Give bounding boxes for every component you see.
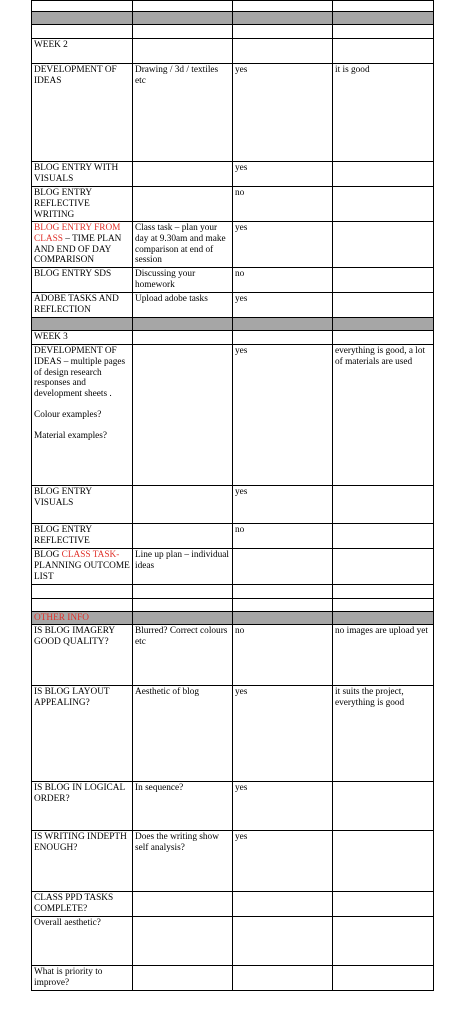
task-cell: ADOBE TASKS AND REFLECTION bbox=[32, 293, 133, 318]
detail-cell bbox=[133, 345, 233, 486]
task-cell: BLOG ENTRY REFLECTIVE bbox=[32, 524, 133, 549]
done-cell: yes bbox=[233, 486, 333, 524]
detail-cell bbox=[133, 966, 233, 991]
divider-cell bbox=[133, 12, 233, 25]
divider-cell bbox=[133, 318, 233, 331]
divider-cell bbox=[32, 318, 133, 331]
done-cell: no bbox=[233, 524, 333, 549]
done-cell: no bbox=[233, 187, 333, 222]
task-cell: IS BLOG IMAGERY GOOD QUALITY? bbox=[32, 625, 133, 686]
comment-cell bbox=[333, 782, 434, 831]
divider-cell bbox=[32, 12, 133, 25]
table-row bbox=[32, 1, 434, 12]
task-cell bbox=[32, 222, 133, 268]
done-cell: yes bbox=[233, 831, 333, 892]
table-row bbox=[32, 917, 434, 966]
section-divider bbox=[32, 318, 434, 331]
task-cell: BLOG ENTRY VISUALS bbox=[32, 486, 133, 524]
divider-cell bbox=[233, 12, 333, 25]
week-heading: WEEK 3 bbox=[32, 331, 133, 345]
table-row bbox=[32, 892, 434, 917]
detail-cell: Drawing / 3d / textiles etc bbox=[133, 64, 233, 162]
class-task-highlight: BLOG ENTRY FROM CLASS bbox=[34, 223, 121, 244]
other-info-heading: OTHER INFO bbox=[32, 612, 133, 625]
table-cell bbox=[233, 599, 333, 612]
blog-checklist-table bbox=[31, 0, 434, 991]
divider-cell bbox=[333, 612, 434, 625]
detail-cell bbox=[133, 917, 233, 966]
table-cell bbox=[32, 599, 133, 612]
table-cell bbox=[233, 25, 333, 39]
done-cell: no bbox=[233, 625, 333, 686]
comment-cell bbox=[333, 524, 434, 549]
section-divider bbox=[32, 612, 434, 625]
comment-cell bbox=[333, 293, 434, 318]
task-cell: IS BLOG LAYOUT APPEALING? bbox=[32, 686, 133, 782]
task-cell: BLOG ENTRY WITH VISUALS bbox=[32, 162, 133, 187]
table-row bbox=[32, 345, 434, 486]
done-cell bbox=[233, 966, 333, 991]
detail-cell: Does the writing show self analysis? bbox=[133, 831, 233, 892]
table-cell bbox=[333, 331, 434, 345]
detail-cell: Blurred? Correct colours etc bbox=[133, 625, 233, 686]
table-cell bbox=[333, 1, 434, 12]
comment-cell bbox=[333, 187, 434, 222]
done-cell: yes bbox=[233, 162, 333, 187]
comment-cell: no images are upload yet bbox=[333, 625, 434, 686]
detail-cell bbox=[133, 524, 233, 549]
detail-cell bbox=[133, 162, 233, 187]
detail-cell: Aesthetic of blog bbox=[133, 686, 233, 782]
detail-cell bbox=[133, 187, 233, 222]
table-cell bbox=[133, 599, 233, 612]
task-cell: BLOG ENTRY SDS bbox=[32, 268, 133, 293]
table-row bbox=[32, 268, 434, 293]
task-text: – TIME PLAN AND END OF DAY COMPARISON bbox=[34, 233, 122, 266]
done-cell bbox=[233, 917, 333, 966]
task-cell: DEVELOPMENT OF IDEAS bbox=[32, 64, 133, 162]
comment-cell bbox=[333, 222, 434, 268]
week-heading-row bbox=[32, 331, 434, 345]
task-text: PLANNING OUTCOME LIST bbox=[34, 560, 130, 582]
task-cell: IS WRITING INDEPTH ENOUGH? bbox=[32, 831, 133, 892]
comment-cell bbox=[333, 486, 434, 524]
table-row bbox=[32, 831, 434, 892]
table-row bbox=[32, 64, 434, 162]
detail-cell: In sequence? bbox=[133, 782, 233, 831]
table-cell bbox=[233, 39, 333, 64]
table-cell bbox=[133, 39, 233, 64]
table-cell bbox=[133, 585, 233, 599]
week-heading-row bbox=[32, 39, 434, 64]
detail-cell bbox=[133, 486, 233, 524]
table-cell bbox=[333, 39, 434, 64]
detail-cell: Discussing your homework bbox=[133, 268, 233, 293]
comment-cell bbox=[333, 892, 434, 917]
done-cell: yes bbox=[233, 782, 333, 831]
comment-cell bbox=[333, 549, 434, 585]
table-cell bbox=[32, 585, 133, 599]
task-cell: BLOG ENTRY REFLECTIVE WRITING bbox=[32, 187, 133, 222]
task-cell: IS BLOG IN LOGICAL ORDER? bbox=[32, 782, 133, 831]
detail-cell: Upload adobe tasks bbox=[133, 293, 233, 318]
done-cell: yes bbox=[233, 293, 333, 318]
table-row bbox=[32, 524, 434, 549]
table-row bbox=[32, 549, 434, 585]
divider-cell bbox=[233, 318, 333, 331]
done-cell: yes bbox=[233, 345, 333, 486]
table-row bbox=[32, 585, 434, 599]
comment-cell bbox=[333, 966, 434, 991]
table-cell bbox=[133, 1, 233, 12]
table-cell bbox=[233, 585, 333, 599]
table-row bbox=[32, 625, 434, 686]
comment-cell: everything is good, a lot of materials are used bbox=[333, 345, 434, 486]
table-row bbox=[32, 187, 434, 222]
table-row bbox=[32, 782, 434, 831]
section-divider bbox=[32, 12, 434, 25]
table-cell bbox=[333, 585, 434, 599]
task-cell bbox=[32, 345, 133, 486]
done-cell: no bbox=[233, 268, 333, 293]
table-row bbox=[32, 966, 434, 991]
table-cell bbox=[32, 1, 133, 12]
table-row bbox=[32, 25, 434, 39]
done-cell: yes bbox=[233, 222, 333, 268]
table-row bbox=[32, 686, 434, 782]
table-cell bbox=[233, 1, 333, 12]
table-cell bbox=[133, 25, 233, 39]
table-row bbox=[32, 293, 434, 318]
task-cell bbox=[32, 549, 133, 585]
done-cell: yes bbox=[233, 686, 333, 782]
table-cell bbox=[32, 25, 133, 39]
comment-cell: it is good bbox=[333, 64, 434, 162]
table-row bbox=[32, 162, 434, 187]
comment-cell: it suits the project, everything is good bbox=[333, 686, 434, 782]
table-cell bbox=[233, 331, 333, 345]
class-task-highlight: CLASS TASK- bbox=[61, 550, 120, 560]
note-colour: Colour examples? bbox=[34, 409, 102, 420]
done-cell bbox=[233, 549, 333, 585]
table-cell bbox=[333, 599, 434, 612]
table-cell bbox=[333, 25, 434, 39]
divider-cell bbox=[233, 612, 333, 625]
done-cell bbox=[233, 892, 333, 917]
comment-cell bbox=[333, 268, 434, 293]
task-cell: CLASS PPD TASKS COMPLETE? bbox=[32, 892, 133, 917]
detail-cell: Class task – plan your day at 9.30am and make comparison at end of session bbox=[133, 222, 233, 268]
divider-cell bbox=[133, 612, 233, 625]
note-material: Material examples? bbox=[34, 430, 108, 441]
task-cell: What is priority to improve? bbox=[32, 966, 133, 991]
comment-cell bbox=[333, 162, 434, 187]
done-cell: yes bbox=[233, 64, 333, 162]
divider-cell bbox=[333, 12, 434, 25]
detail-cell bbox=[133, 892, 233, 917]
comment-cell bbox=[333, 917, 434, 966]
table-row bbox=[32, 486, 434, 524]
task-cell: Overall aesthetic? bbox=[32, 917, 133, 966]
table-row bbox=[32, 222, 434, 268]
comment-cell bbox=[333, 831, 434, 892]
divider-cell bbox=[333, 318, 434, 331]
task-text: BLOG bbox=[34, 550, 62, 560]
task-text: DEVELOPMENT OF IDEAS – multiple pages of design research responses and development sheets . bbox=[34, 346, 126, 400]
table-cell bbox=[133, 331, 233, 345]
table-row bbox=[32, 599, 434, 612]
week-heading: WEEK 2 bbox=[32, 39, 133, 64]
detail-cell: Line up plan – individual ideas bbox=[133, 549, 233, 585]
